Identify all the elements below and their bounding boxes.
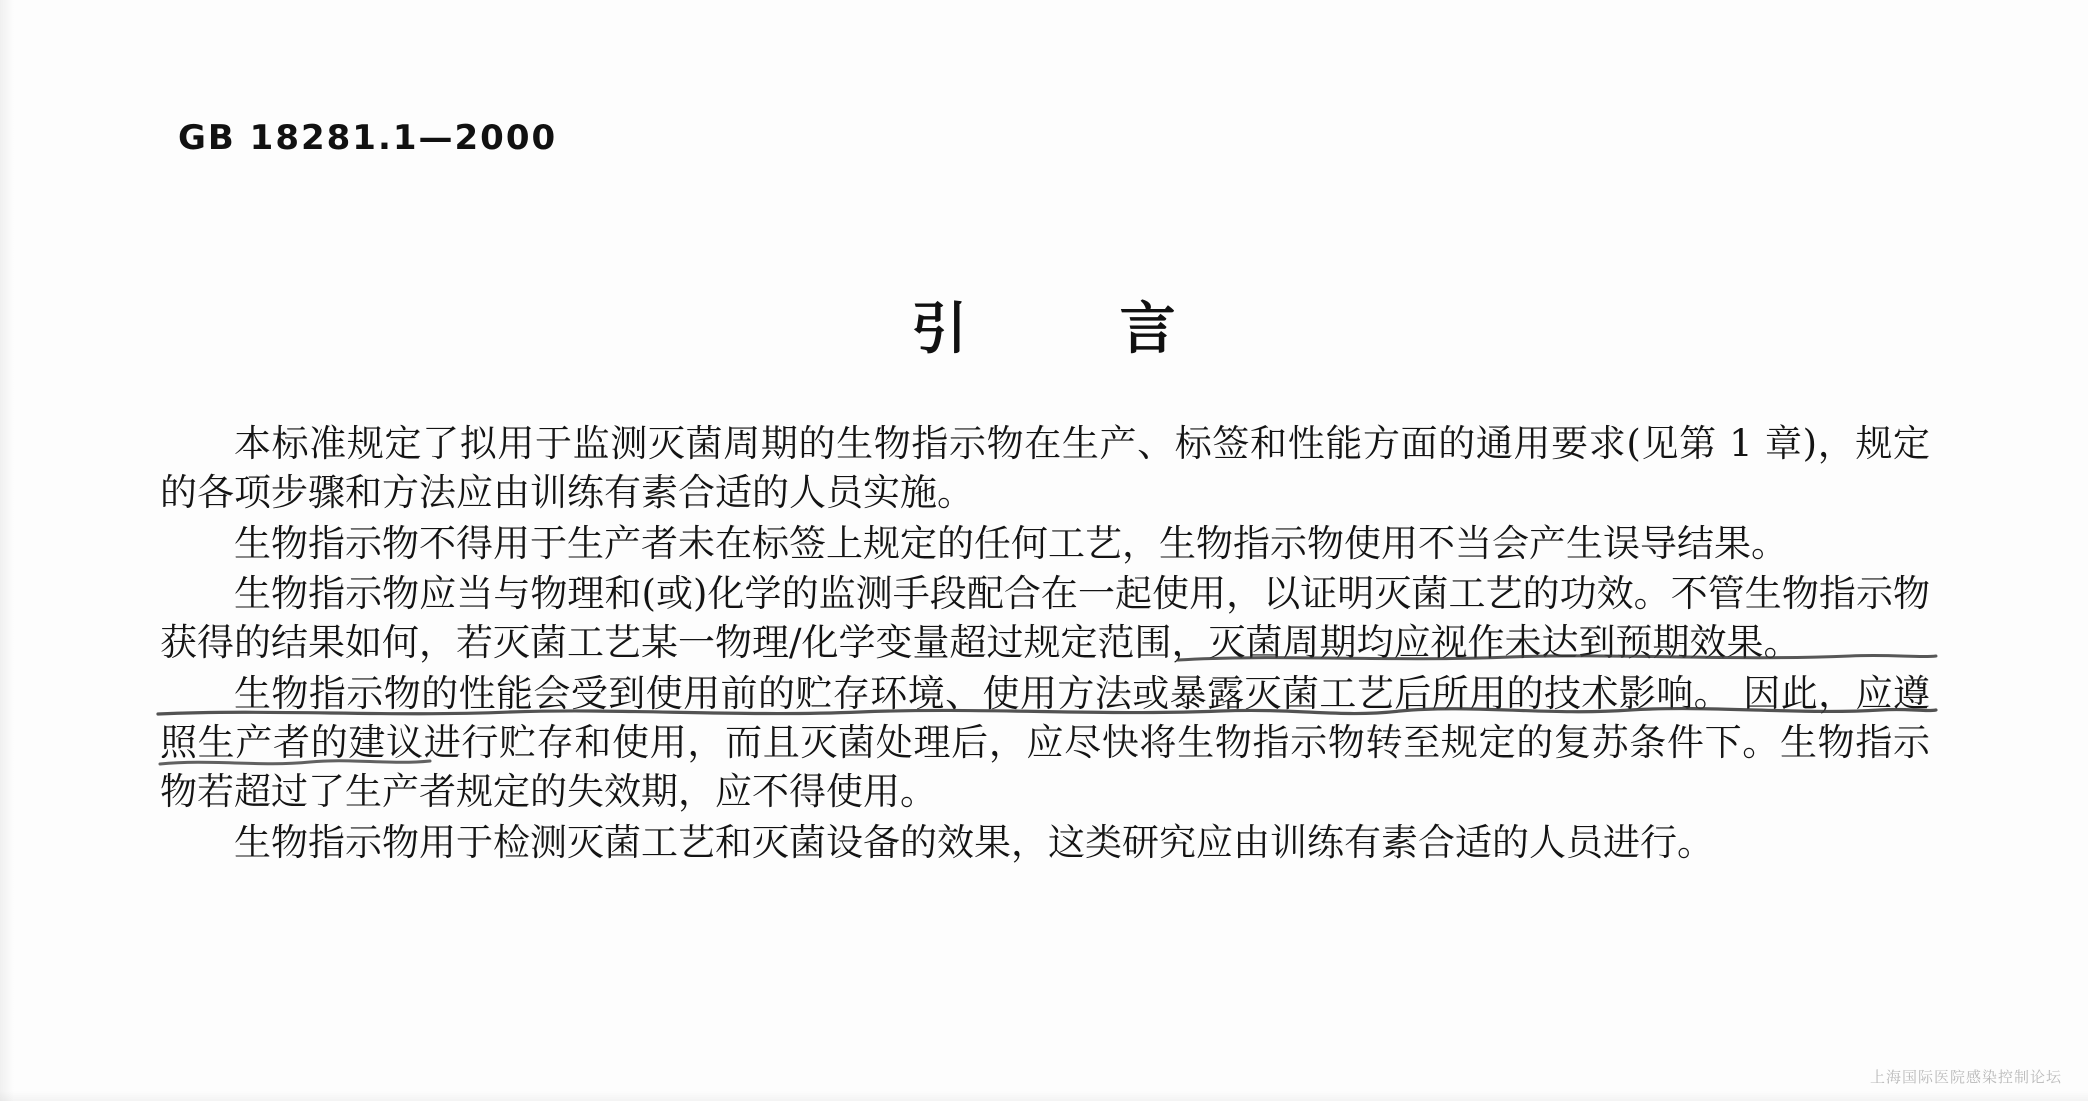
page-title-left: 引 [911, 296, 969, 362]
paragraph-4: 生物指示物的性能会受到使用前的贮存环境、使用方法或暴露灭菌工艺后所用的技术影响。 因此，应遵照生产者的建议进行贮存和使用，而且灭菌处理后，应尽快将生物指示物转至规定的复苏条件下。生物指示物若超过了生产者规定的失效期，应不得使用。 [160, 672, 1930, 813]
paragraph-5: 生物指示物用于检测灭菌工艺和灭菌设备的效果，这类研究应由训练有素合适的人员进行。 [234, 820, 1714, 864]
scan-edge-bottom [0, 1091, 2088, 1101]
forum-watermark: 上海国际医院感染控制论坛 [1869, 1068, 2062, 1086]
paragraph-1: 本标准规定了拟用于监测灭菌周期的生物指示物在生产、标签和性能方面的通用要求(见第 1 章)，规定的各项步骤和方法应由训练有素合适的人员实施。 [160, 422, 1930, 514]
body-text [160, 420, 1930, 869]
page-title-right: 言 [1119, 296, 1177, 362]
paragraph-3: 生物指示物应当与物理和(或)化学的监测手段配合在一起使用，以证明灭菌工艺的功效。不管生物指示物获得的结果如何，若灭菌工艺某一物理/化学变量超过规定范围，灭菌周期均应视作未达到预期效果。 [160, 572, 1930, 665]
standard-number: GB 18281.1—2000 [178, 118, 558, 158]
scan-edge-left [0, 0, 14, 1101]
page-title [0, 285, 2088, 365]
paragraph-2: 生物指示物不得用于生产者未在标签上规定的任何工艺，生物指示物使用不当会产生误导结果。 [234, 521, 1788, 565]
